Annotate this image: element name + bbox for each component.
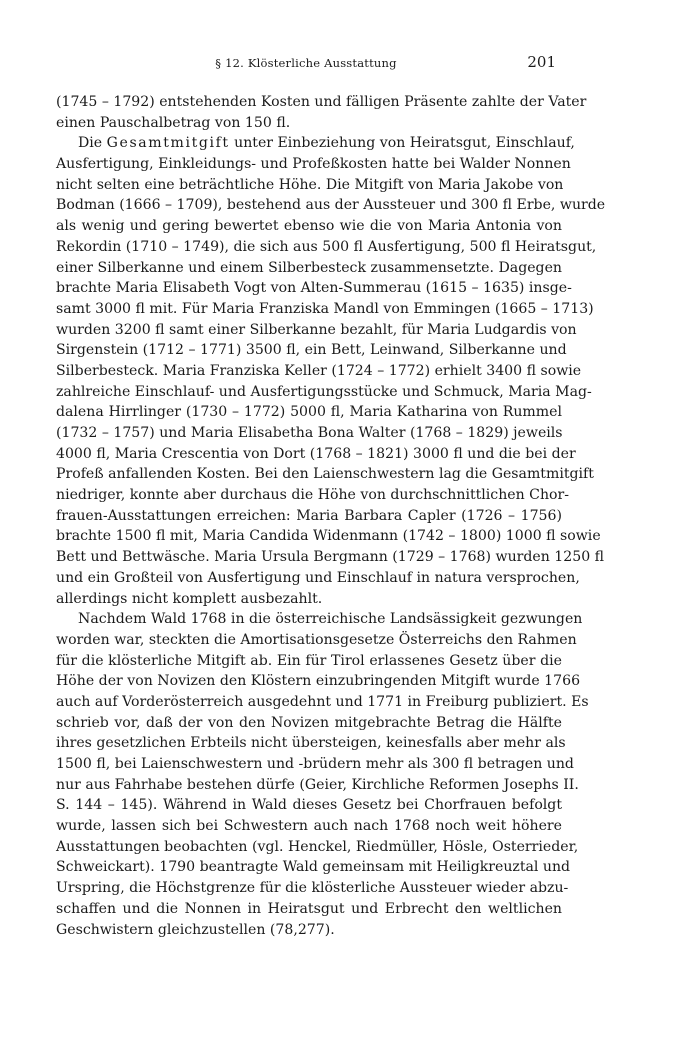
text-line: wurde, lassen sich bei Schwestern auch nach 1768 noch weit höhere: [56, 818, 562, 835]
text-line: [56, 133, 575, 154]
text-line: brachte Maria Elisabeth Vogt von Alten-Summerau (1615 – 1635) insge-: [56, 280, 572, 297]
text-line: nicht selten eine beträchtliche Höhe. Die Mitgift von Maria Jakobe von: [56, 176, 564, 193]
text-line: samt 3000 fl mit. Für Maria Franziska Mandl von Emmingen (1665 – 1713): [56, 300, 594, 317]
text-line: dalena Hirrlinger (1730 – 1772) 5000 fl, Maria Katharina von Rummel: [56, 404, 562, 421]
text-line: nur aus Fahrhabe bestehen dürfe (Geier, Kirchliche Reformen Josephs II.: [56, 776, 579, 793]
text-line: niedriger, konnte aber durchaus die Höhe von durchschnittlichen Chor-: [56, 487, 570, 504]
text-line: Rekordin (1710 – 1749), die sich aus 500 fl Ausfertigung, 500 fl Heiratsgut,: [56, 238, 597, 255]
text-line: Sirgenstein (1712 – 1771) 3500 fl, ein Bett, Leinwand, Silberkanne und: [56, 342, 567, 359]
text-line: (1732 – 1757) und Maria Elisabetha Bona Walter (1768 – 1829) jeweils: [56, 425, 563, 441]
text-line: brachte 1500 fl mit, Maria Candida Widenmann (1742 – 1800) 1000 fl sowie: [56, 528, 601, 545]
text-line: Bodman (1666 – 1709), bestehend aus der Aussteuer und 300 fl Erbe, wurde: [56, 197, 606, 214]
running-title: § 12. Klösterliche Ausstattung: [215, 56, 397, 70]
text-line: frauen-Ausstattungen erreichen: Maria Barbara Capler (1726 – 1756): [56, 507, 562, 524]
text-line: Profeß anfallenden Kosten. Bei den Laienschwestern lag die Gesamtmitgift: [56, 466, 594, 483]
text-line: Bett und Bettwäsche. Maria Ursula Bergmann (1729 – 1768) wurden 1250 fl: [56, 549, 605, 566]
text-line: Höhe der von Novizen den Klöstern einzubringenden Mitgift wurde 1766: [56, 673, 581, 690]
text-line: einer Silberkanne und einem Silberbesteck zusammensetzte. Dagegen: [56, 259, 562, 276]
text-line: S. 144 – 145). Während in Wald dieses Gesetz bei Chorfrauen befolgt: [56, 797, 562, 814]
text-line: Nachdem Wald 1768 in die österreichische Landsässigkeit gezwungen: [78, 611, 583, 628]
text-line: Urspring, die Höchstgrenze für die klösterliche Aussteuer wieder abzu-: [56, 880, 569, 897]
text-line: ihres gesetzlichen Erbteils nicht übersteigen, keinesfalls aber mehr als: [56, 735, 566, 752]
text-line: Silberbesteck. Maria Franziska Keller (1724 – 1772) erhielt 3400 fl sowie: [56, 362, 582, 379]
text-line: für die klösterliche Mitgift ab. Ein für Tirol erlassenes Gesetz über die: [56, 652, 562, 669]
spaced-term: Gesamtmitgift: [106, 135, 230, 152]
running-head: [56, 54, 556, 74]
text-line: worden war, steckten die Amortisationsgesetze Österreichs den Rahmen: [56, 631, 577, 648]
text-line: 4000 fl, Maria Crescentia von Dort (1768 – 1821) 3000 fl und die bei der: [56, 445, 576, 462]
text-line: allerdings nicht komplett ausbezahlt.: [56, 590, 323, 607]
text-line: schrieb vor, daß der von den Novizen mitgebrachte Betrag die Hälfte: [56, 714, 562, 731]
text-line: Geschwistern gleichzustellen (78,277).: [56, 921, 335, 938]
text-fragment: unter Einbeziehung von Heiratsgut, Einschlauf,: [234, 135, 575, 152]
paragraph-lead: Die: [78, 135, 107, 152]
text-line: 1500 fl, bei Laienschwestern und -brüdern mehr als 300 fl betragen und: [56, 756, 574, 772]
text-line: Ausstattungen beobachten (vgl. Henckel, Riedmüller, Hösle, Osterrieder,: [56, 838, 579, 855]
page-number: 201: [527, 53, 556, 71]
body-text: [56, 92, 606, 940]
text-line: Ausfertigung, Einkleidungs- und Profeßkosten hatte bei Walder Nonnen: [56, 156, 571, 173]
text-line: schaffen und die Nonnen in Heiratsgut und Erbrecht den weltlichen: [56, 900, 562, 917]
text-line: einen Pauschalbetrag von 150 fl.: [56, 114, 291, 131]
text-line: als wenig und gering bewertet ebenso wie die von Maria Antonia von: [56, 218, 562, 235]
text-line: wurden 3200 fl samt einer Silberkanne bezahlt, für Maria Ludgardis von: [56, 321, 577, 338]
text-line: zahlreiche Einschlauf- und Ausfertigungsstücke und Schmuck, Maria Mag-: [56, 383, 592, 400]
text-line: (1745 – 1792) entstehenden Kosten und fälligen Präsente zahlte der Vater: [56, 94, 587, 110]
text-line: Schweickart). 1790 beantragte Wald gemeinsam mit Heiligkreuztal und: [56, 859, 571, 876]
text-line: und ein Großteil von Ausfertigung und Einschlauf in natura versprochen,: [56, 569, 580, 586]
text-line: auch auf Vorderösterreich ausgedehnt und 1771 in Freiburg publiziert. Es: [56, 693, 589, 710]
